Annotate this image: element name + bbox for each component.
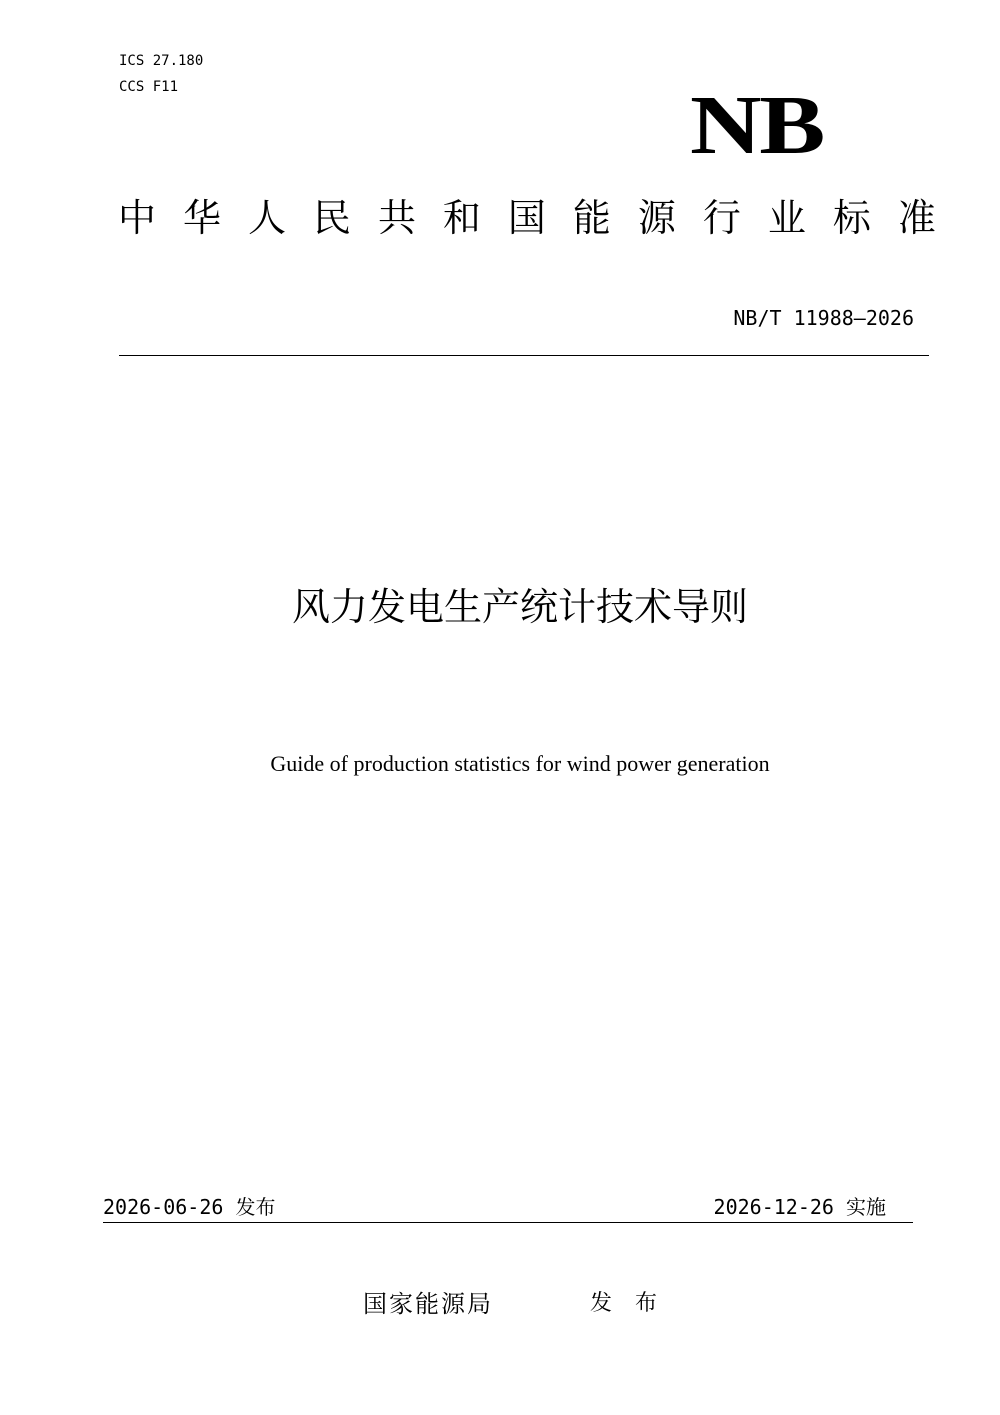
org-char: 国 [507, 196, 546, 240]
document-title-english: Guide of production statistics for wind power generation [270, 751, 770, 776]
document-title-chinese: 风力发电生产统计技术导则 [291, 585, 748, 629]
implementation-date: 2026-12-26 实施 [713, 1195, 886, 1219]
org-char: 华 [182, 196, 221, 240]
org-char: 标 [832, 196, 871, 240]
standard-number: NB/T 11988—2026 [733, 306, 914, 330]
bottom-divider [103, 1222, 913, 1223]
ccs-code: CCS F11 [119, 79, 179, 95]
issue-date: 2026-06-26 发布 [103, 1195, 276, 1219]
publish-label: 发 布 [590, 1291, 665, 1316]
standard-organization-title [118, 194, 936, 242]
publisher-name: 国家能源局 [363, 1290, 493, 1318]
org-char: 中 [118, 196, 157, 240]
org-char: 能 [572, 196, 611, 240]
nb-logo: NB [690, 79, 823, 172]
org-char: 和 [442, 196, 481, 240]
org-char: 源 [637, 196, 676, 240]
org-char: 准 [897, 196, 936, 240]
top-divider [119, 355, 929, 356]
org-char: 行 [702, 196, 741, 240]
ics-code: ICS 27.180 [119, 53, 204, 69]
org-char: 业 [767, 196, 806, 240]
org-char: 民 [312, 196, 351, 240]
org-char: 共 [377, 196, 416, 240]
org-char: 人 [247, 196, 286, 240]
